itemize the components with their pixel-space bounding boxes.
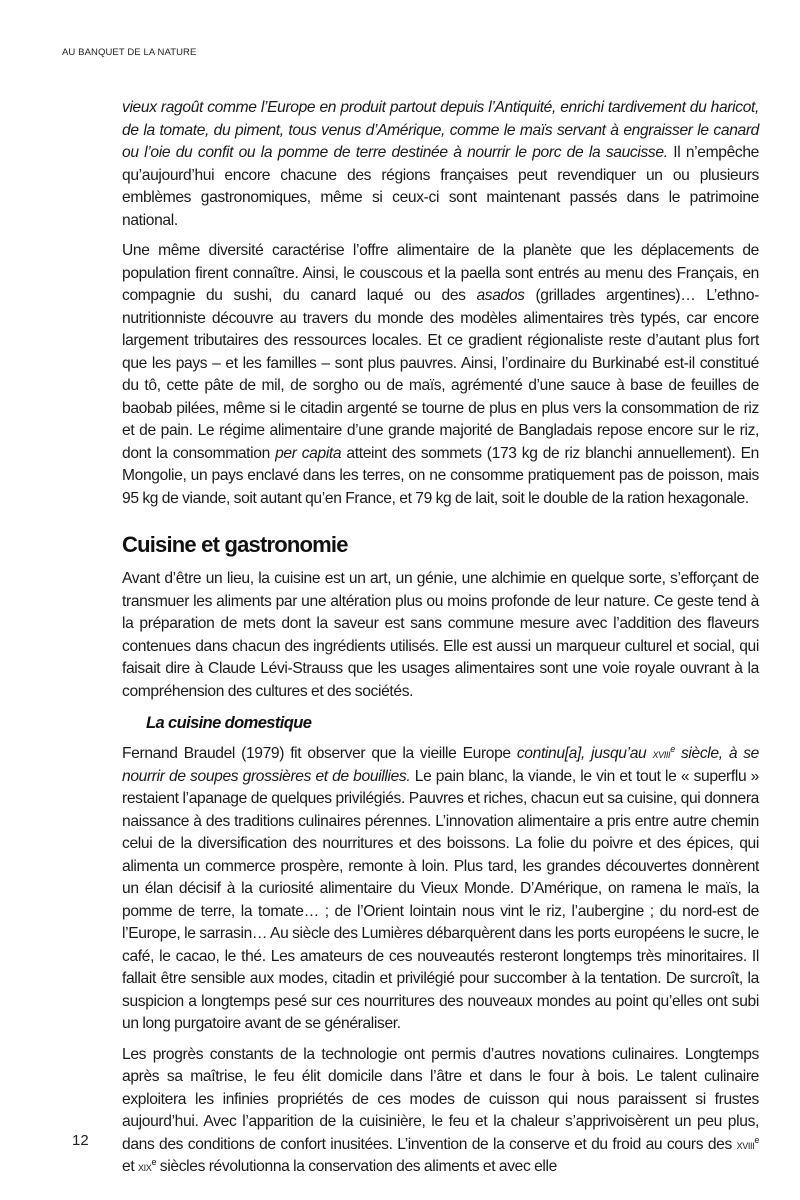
century-numeral: xviii <box>736 1136 755 1152</box>
paragraph-text: Fernand Braudel (1979) fit observer que la vieille Europe <box>122 745 517 762</box>
paragraph-text: siècles révolutionna la conservation des aliments et avec elle <box>156 1158 557 1175</box>
ordinal-suffix: e <box>670 743 675 754</box>
paragraph-text: Les progrès constants de la technologie ont permis d’autres novations culinaires. Longtemps après sa maîtrise, le feu élit domicile dans l’âtre et dans le four à bois. Le talent culinaire exploitera les infinies propriétés de ces modes de cuisson qui nous paraissent si frustes aujourd’hui. Avec l’apparition de la cuisinière, le feu et la chaleur s’apprivoisèrent un peu plus, dans des conditions de confort inusitées. L’invention de la conserve et du froid au cours des <box>122 1045 759 1153</box>
ordinal-suffix: e <box>151 1156 157 1167</box>
paragraph-1 <box>122 97 759 232</box>
italic-term: per capita <box>275 444 342 462</box>
century-numeral: xviii <box>652 746 671 761</box>
paragraph-4 <box>122 743 759 1036</box>
running-header: AU BANQUET DE LA NATURE <box>62 47 197 58</box>
main-text-column <box>122 97 759 1187</box>
section-heading: Cuisine et gastronomie <box>122 532 348 557</box>
paragraph-text: Une même diversité caractérise l’offre alimentaire de la planète que les déplacements de population firent connaître. Ainsi, le couscous et la paella sont entrés au menu des Français, en compagnie du sushi, du canard laqué ou des <box>122 242 759 304</box>
italic-term: asados <box>476 287 525 304</box>
paragraph-5 <box>122 1044 759 1179</box>
paragraph-text: atteint des sommets (173 kg de riz blanchi annuellement). En Mongolie, un pays enclavé dans les terres, on ne consomme pratiquement pas de poisson, mais 95 kg de viande, soit autant qu’en France, et 79 kg de lait, soit le double de la ration hexagonale. <box>122 444 759 507</box>
quote-text: siècle, à se nourrir de soupes grossières et de bouillies. <box>122 745 760 785</box>
page-number: 12 <box>72 1132 89 1149</box>
subsection-heading: La cuisine domestique <box>146 714 312 732</box>
paragraph-2 <box>122 240 759 510</box>
ordinal-suffix: e <box>754 1134 759 1145</box>
quote-text: continu[a], jusqu’au <box>516 745 653 762</box>
paragraph-3: Avant d’être un lieu, la cuisine est un art, un génie, une alchimie en quelque sorte, s’efforçant de transmuer les aliments par une altération plus ou moins profonde de leur nature. Ce geste tend à la préparation de mets dont la saveur est sans commune mesure avec l’addition des flaveurs contenues dans chacun des ingrédients utilisés. Elle est aussi un marqueur culturel et social, qui faisait dire à Claude Lévi-Strauss que les usages alimentaires sont une voie royale ouvrant à la compréhension des cultures et des sociétés. <box>122 570 759 700</box>
italic-quote: vieux ragoût comme l’Europe en produit partout depuis l’Antiquité, enrichi tardivement du haricot, de la tomate, du piment, tous venus d’Amérique, comme le maïs servant à engraisser le canard ou l’oie du confit ou la pomme de terre destinée à nourrir le porc de la saucisse. <box>122 99 759 161</box>
paragraph-text: Le pain blanc, la viande, le vin et tout le « superflu » restaient l’apanage de quelques privilégiés. Pauvres et riches, chacun eut sa cuisine, qui donnera naissance à des traditions culinaires pérennes. L’innovation alimentaire a pris entre autre chemin celui de la diversification des nourritures et des boissons. La folie du poivre et des épices, qui alimenta un commerce prospère, remonte à loin. Plus tard, les grandes découvertes donnèrent un élan décisif à la curiosité alimentaire du Vieux Monde. D’Amérique, on ramena le maïs, la pomme de terre, la tomate… ; de l’Orient lointain nous vint le riz, l’aubergine ; du nord-est de l’Europe, le sarrasin… Au siècle des Lumières débarquèrent dans les ports européens le sucre, le café, le cacao, le thé. Les amateurs de ces nouveautés resteront longtemps très minoritaires. Il fallait être sensible aux modes, citadin et privilégié pour succomber à la tentation. De surcroît, la suspicion a longtemps pesé sur ces nourritures des nouveaux mondes au point qu’elles ont subi un long purgatoire avant de se généraliser. <box>122 767 759 1032</box>
paragraph-text: Il n’empêche qu’aujourd’hui encore chacune des régions françaises peut revendiquer un ou plusieurs emblèmes gastronomiques, même si ceux-ci sont maintenant passés dans le patrimoine national. <box>122 144 759 229</box>
paragraph-text: (grillades argentines)… L’ethno-nutritionniste découvre au travers du monde des modèles alimentaires très typés, car encore largement tributaires des ressources locales. Et ce gradient régionaliste reste d’autant plus fort que les pays – et les familles – sont plus pauvres. Ainsi, l’ordinaire du Burkinabé est-il constitué du tô, cette pâte de mil, de sorgho ou de maïs, agrémenté d’une sauce à base de feuilles de baobab pilées, même si le citadin argenté se tourne de plus en plus vers la consommation de riz et de pain. Le régime alimentaire d’une grande majorité de Bangladais repose encore sur le riz, dont la consommation <box>122 287 759 462</box>
century-numeral: xix <box>138 1159 152 1174</box>
paragraph-text: et <box>122 1158 138 1175</box>
